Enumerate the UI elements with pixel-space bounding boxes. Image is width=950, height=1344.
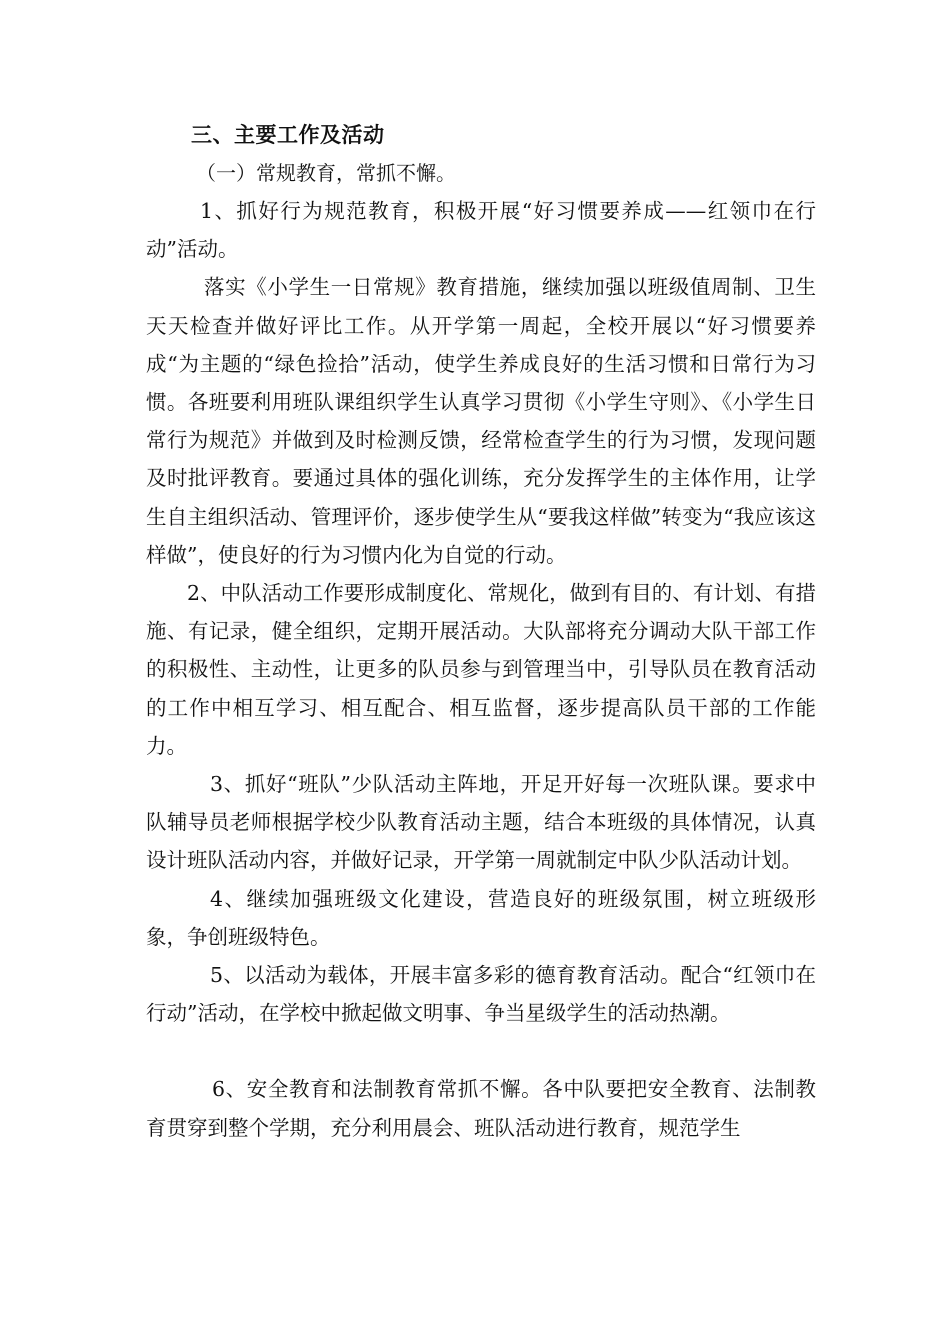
paragraph-7: 6、安全教育和法制教育常抓不懈。各中队要把安全教育、法制教育贯穿到整个学期，充分利用晨会、班队活动进行教育，规范学生 [146, 1077, 816, 1140]
document-body [146, 116, 816, 1147]
paragraph-2: 落实《小学生一日常规》教育措施，继续加强以班级值周制、卫生天天检查并做好评比工作。从开学第一周起，全校开展以“好习惯要养成“为主题的“绿色捡拾”活动，使学生养成良好的生活习惯和日常行为习惯。各班要利用班队课组织学生认真学习贯彻《小学生守则》、《小学生日常行为规范》并做到及时检测反馈，经常检查学生的行为习惯，发现问题及时批评教育。要通过具体的强化训练，充分发挥学生的主体作用，让学生自主组织活动、管理评价，逐步使学生从“要我这样做”转变为“我应该这样做”，使良好的行为习惯内化为自觉的行动。 [146, 275, 816, 567]
paragraph-6: 5、以活动为载体，开展丰富多彩的德育教育活动。配合“红领巾在行动”活动，在学校中掀起做文明事、争当星级学生的活动热潮。 [146, 963, 816, 1026]
paragraph-spacer [146, 1032, 816, 1070]
section-heading: 三、主要工作及活动 [191, 122, 385, 147]
paragraph-3: 2、中队活动工作要形成制度化、常规化，做到有目的、有计划、有措施、有记录，健全组织，定期开展活动。大队部将充分调动大队干部工作的积极性、主动性，让更多的队员参与到管理当中，引导队员在教育活动的工作中相互学习、相互配合、相互监督，逐步提高队员干部的工作能力。 [146, 581, 816, 758]
sub-heading: （一）常规教育，常抓不懈。 [196, 161, 456, 185]
paragraph-5: 4、继续加强班级文化建设，营造良好的班级氛围，树立班级形象，争创班级特色。 [146, 886, 816, 949]
paragraph-1: 1、抓好行为规范教育，积极开展“好习惯要养成——红领巾在行动”活动。 [146, 199, 816, 262]
paragraph-4: 3、抓好“班队”少队活动主阵地，开足开好每一次班队课。要求中队辅导员老师根据学校少队教育活动主题，结合本班级的具体情况，认真设计班队活动内容，并做好记录，开学第一周就制定中队少队活动计划。 [146, 772, 816, 873]
